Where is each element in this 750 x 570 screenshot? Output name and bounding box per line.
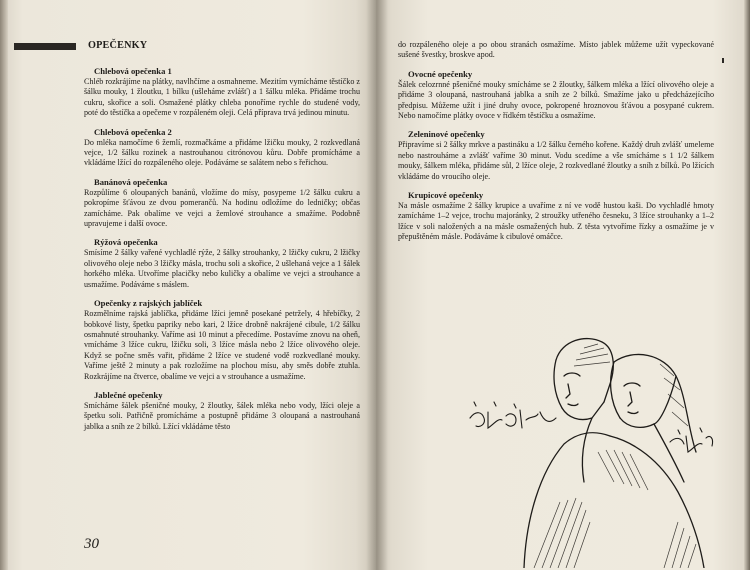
recipe-text: Chléb rozkrájíme na plátky, navlhčíme a osmahneme. Mezitím vymícháme těstíčko z šálku mouky, 1 žloutku, 1 bílku (ušleháme zvlášť) a 1 šálku mléka. Přidáme trochu cukru, skořice a soli. Osmažené plátky chleba ponoříme rychle do studené vody, poté do těstíčka a opečeme v rozpáleném oleji. Celá příprava trvá jedinou minutu. xyxy=(84,77,360,118)
recipe-title: Jablečné opečenky xyxy=(94,389,163,400)
recipe-bananova xyxy=(84,177,360,230)
recipe-jablecne xyxy=(84,390,360,432)
recipe-text: Smísíme 2 šálky vařené vychladlé rýže, 2 šálky strouhanky, 2 lžičky cukru, 2 lžičky olivového oleje nebo 3 lžičky másla, trochu soli a skořice, 2 ušlehaná vejce a 1 šálek horkého mléka. Utvoříme placičky nebo kuličky a obalíme ve vejci a strouhance a usmažíme. Podáváme s máslem. xyxy=(84,248,360,289)
right-page xyxy=(376,0,750,570)
recipe-title: Chlebová opečenka 2 xyxy=(94,126,172,137)
recipe-title: Ovocné opečenky xyxy=(408,68,473,79)
recipe-zeleninove xyxy=(398,129,714,182)
recipe-title: Chlebová opečenka 1 xyxy=(94,66,172,76)
recipe-title: Banánová opečenka xyxy=(94,176,168,187)
right-page-edge xyxy=(744,0,750,570)
margin-mark xyxy=(722,58,724,63)
recipe-title: Opečenky z rajských jablíček xyxy=(94,298,203,309)
continued-text: do rozpáleného oleje a po obou stranách osmažíme. Místo jablek můžeme užít vypeckované sušené švestky, broskve apod. xyxy=(398,40,714,60)
recipe-text: Šálek celozrnné pšeničné mouky smícháme se 2 žloutky, šálkem mléka a lžící olivového oleje a přidáme 3 oloupaná, nastrouhaná jablka a sníh ze 2 bílků. Smažíme jako u předcházejícího předpisu. Můžeme užít i jiné druhy ovoce, pokropené hroznovou šťávou a posypané cukrem. Nebo namočíme plátky ovoce v řídkém těstíčku a osmažíme. xyxy=(398,79,714,121)
two-women-drawing xyxy=(464,332,734,568)
recipe-ryzova xyxy=(84,237,360,290)
recipe-text: Na másle osmažíme 2 šálky krupice a uvaříme z ní ve vodě hustou kaši. Do vychladlé hmoty zamícháme 1–2 vejce, trochu majoránky, 2 stroužky utřeného česneku, 3 lžíce strouhanky a 1–2 lžíce v soli naložených a na másle osmažených hub. Z těsta vytvoříme řízky a osmažíme je v přepuštěném másle. Podáváme k cibulové omáčce. xyxy=(398,201,714,242)
recipe-ovocne xyxy=(398,69,714,122)
recipe-title: Rýžová opečenka xyxy=(94,237,158,248)
recipe-text: Smícháme šálek pšeničné mouky, 2 žloutky, šálek mléka nebo vody, lžíci oleje a špetku soli. Patřičně promícháme a postupně přidáme 3 oloupaná a nastrouhaná jablka a sníh ze 2 bílků. Lžící vkládáme těsto xyxy=(84,400,360,431)
book-gutter xyxy=(366,0,388,570)
recipe-title: Krupicové opečenky xyxy=(408,190,484,201)
recipe-text: Rozpůlíme 6 oloupaných banánů, vložíme do mísy, posypeme 1/2 šálku cukru a pokropíme šťávou ze dvou pomerančů. Na hodinu odložíme do ledničky; občas zamícháme. Pak obalíme ve vejci a žemlové strouhance a smažíme. Podobně upravujeme i další ovoce. xyxy=(84,187,360,229)
chapter-title: OPEČENKY xyxy=(88,40,148,51)
recipe-text: Připravíme si 2 šálky mrkve a pastináku a 1/2 šálku černého kořene. Každý druh zvlášť umeleme nebo nastrouháme a zvlášť vaříme 30 minut. Vodu scedíme a vše smícháme s 1 1/2 šálkem mouky, šálkem mléka, přidáme sůl, 2 lžíce oleje, 2 rozkvedlané žloutky a sníh z bílků. Po lžících vkládáme do vroucího oleje. xyxy=(398,140,714,181)
recipe-text: Do mléka namočíme 6 žemlí, rozmačkáme a přidáme lžičku mouky, 2 rozkvedlaná vejce, 1/2 šálku rozinek a nastrouhanou citrónovou kůru. Dobře promícháme a vkládáme lžící do rozpáleného oleje. Podáváme se salátem nebo s řeřichou. xyxy=(84,137,360,168)
chapter-marker-bar xyxy=(14,43,76,50)
recipe-chlebova-2 xyxy=(84,127,360,169)
page-number: 30 xyxy=(84,536,99,552)
recipe-rajska-jablicka xyxy=(84,298,360,382)
left-page-edge xyxy=(0,0,8,570)
left-page-content xyxy=(84,40,360,440)
recipe-text: Rozmělníme rajská jablíčka, přidáme lžíci jemně posekané petržely, 4 hřebíčky, 2 bobkové listy, špetku papriky nebo kari, 2 lžíce drobně nakrájené cibule, 1/2 šálku osmahnuté strouhanky. Vaříme asi 10 minut a přecedíme. Postavíme znovu na oheň, vmícháme 3 lžíce cukru, lžičku soli, 3 lžíce másla nebo 2 lžíce olivového oleje. Když se počne směs vařit, přidáme 2 lžíce ve studené vodě rozkvedlané mouky. Vaříme ještě 2 minuty a pak rozložíme na plochou mísu, aby směs dobře ztuhla. Rozkrájíme na čtverce, obalíme ve vejci a v strouhance a usmažíme. xyxy=(84,309,360,381)
recipe-krupicove xyxy=(398,190,714,243)
right-page-content xyxy=(398,40,714,251)
recipe-chlebova-1 xyxy=(84,66,360,119)
recipe-title: Zeleninové opečenky xyxy=(408,129,485,140)
